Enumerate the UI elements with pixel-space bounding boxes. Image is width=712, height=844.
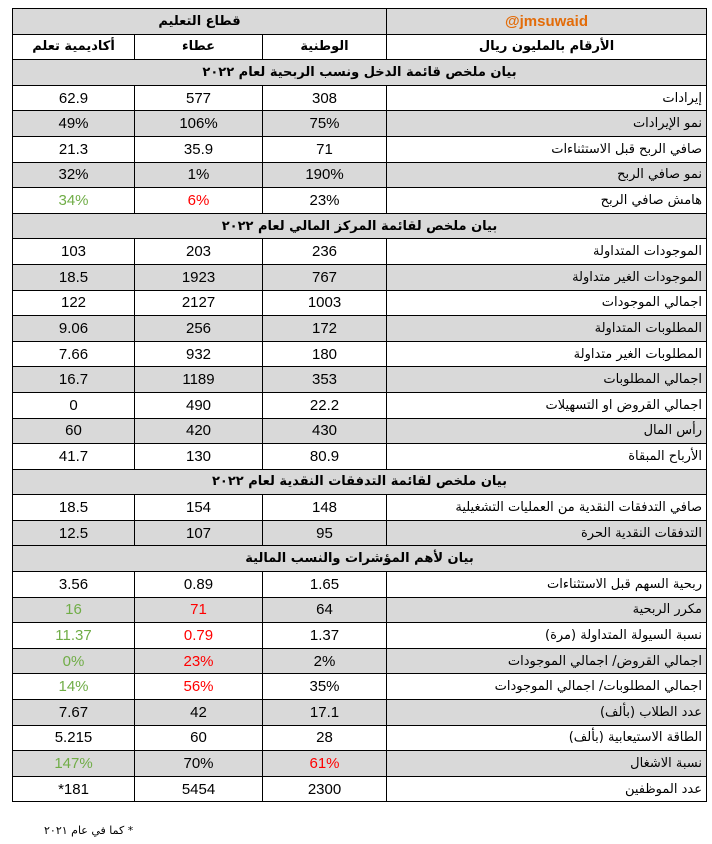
value-cell: 14% (13, 674, 135, 700)
row-label: المطلوبات المتداولة (387, 316, 707, 342)
row-label: رأس المال (387, 418, 707, 444)
sector-title: قطاع التعليم (13, 9, 387, 35)
value-cell: 64 (263, 597, 387, 623)
value-cell: 18.5 (13, 264, 135, 290)
table-row (13, 495, 707, 521)
row-label: مكرر الربحية (387, 597, 707, 623)
row-label: ربحية السهم قبل الاستثناءات (387, 572, 707, 598)
table-row (13, 776, 707, 802)
value-cell: 130 (135, 444, 263, 470)
row-label: المطلوبات الغير متداولة (387, 341, 707, 367)
table-row (13, 367, 707, 393)
value-cell: 172 (263, 316, 387, 342)
row-label: هامش صافي الربح (387, 188, 707, 214)
value-cell: 6% (135, 188, 263, 214)
value-cell: 106% (135, 111, 263, 137)
value-cell: 420 (135, 418, 263, 444)
table-row (13, 85, 707, 111)
table-row (13, 111, 707, 137)
value-cell: 0 (13, 392, 135, 418)
value-cell: 0% (13, 648, 135, 674)
value-cell: 71 (135, 597, 263, 623)
value-cell: 1.37 (263, 623, 387, 649)
value-cell: 122 (13, 290, 135, 316)
value-cell: 7.66 (13, 341, 135, 367)
value-cell: 107 (135, 520, 263, 546)
value-cell: 34% (13, 188, 135, 214)
value-cell: 75% (263, 111, 387, 137)
section-title: بيان ملخص لقائمة المركز المالي لعام ٢٠٢٢ (13, 213, 707, 239)
value-cell: 236 (263, 239, 387, 265)
value-cell: 430 (263, 418, 387, 444)
col-header-academia: أكاديمية تعلم (13, 34, 135, 60)
table-row (13, 648, 707, 674)
table-row (13, 136, 707, 162)
value-cell: 577 (135, 85, 263, 111)
value-cell: 490 (135, 392, 263, 418)
row-label: الأرباح المبقاة (387, 444, 707, 470)
value-cell: 256 (135, 316, 263, 342)
value-cell: 190% (263, 162, 387, 188)
value-cell: 56% (135, 674, 263, 700)
footnote: * كما في عام ٢٠٢١ (44, 824, 134, 837)
value-cell: 767 (263, 264, 387, 290)
value-cell: 0.89 (135, 572, 263, 598)
table-row (13, 418, 707, 444)
table-row (13, 392, 707, 418)
value-cell: 32% (13, 162, 135, 188)
value-cell: 353 (263, 367, 387, 393)
value-cell: 21.3 (13, 136, 135, 162)
table-row (13, 239, 707, 265)
section-title: بيان ملخص لقائمة التدفقات النقدية لعام ٢٠٢٢ (13, 469, 707, 495)
value-cell: 23% (263, 188, 387, 214)
row-label: صافي الربح قبل الاستثناءات (387, 136, 707, 162)
value-cell: 61% (263, 751, 387, 777)
row-label: الطاقة الاستيعابية (بألف) (387, 725, 707, 751)
row-label: نسبة الاشغال (387, 751, 707, 777)
row-label: نسبة السيولة المتداولة (مرة) (387, 623, 707, 649)
table-row (13, 316, 707, 342)
row-label: الموجودات المتداولة (387, 239, 707, 265)
value-cell: 147% (13, 751, 135, 777)
financial-comparison-table (12, 8, 707, 802)
value-cell: 1189 (135, 367, 263, 393)
value-cell: 1003 (263, 290, 387, 316)
value-cell: 148 (263, 495, 387, 521)
value-cell: 62.9 (13, 85, 135, 111)
table-row (13, 162, 707, 188)
value-cell: 35% (263, 674, 387, 700)
value-cell: 16.7 (13, 367, 135, 393)
row-label: إيرادات (387, 85, 707, 111)
value-cell: 2% (263, 648, 387, 674)
table-row (13, 572, 707, 598)
value-cell: 95 (263, 520, 387, 546)
value-cell: 80.9 (263, 444, 387, 470)
value-cell: 9.06 (13, 316, 135, 342)
value-cell: 18.5 (13, 495, 135, 521)
value-cell: 5454 (135, 776, 263, 802)
value-cell: 203 (135, 239, 263, 265)
value-cell: 49% (13, 111, 135, 137)
value-cell: 28 (263, 725, 387, 751)
value-cell: 60 (13, 418, 135, 444)
value-cell: 22.2 (263, 392, 387, 418)
value-cell: 41.7 (13, 444, 135, 470)
value-cell: 42 (135, 700, 263, 726)
value-cell: 3.56 (13, 572, 135, 598)
value-cell: 12.5 (13, 520, 135, 546)
table-row (13, 700, 707, 726)
table-row (13, 674, 707, 700)
value-cell: 154 (135, 495, 263, 521)
row-label: اجمالي القروض او التسهيلات (387, 392, 707, 418)
value-cell: 1.65 (263, 572, 387, 598)
value-cell: 103 (13, 239, 135, 265)
section-title: بيان لأهم المؤشرات والنسب المالية (13, 546, 707, 572)
value-cell: *181 (13, 776, 135, 802)
row-label: الموجودات الغير متداولة (387, 264, 707, 290)
value-cell: 11.37 (13, 623, 135, 649)
value-cell: 70% (135, 751, 263, 777)
value-cell: 1% (135, 162, 263, 188)
value-cell: 71 (263, 136, 387, 162)
row-label: اجمالي الموجودات (387, 290, 707, 316)
value-cell: 2300 (263, 776, 387, 802)
value-cell: 7.67 (13, 700, 135, 726)
section-title: بيان ملخص قائمة الدخل ونسب الربحية لعام ٢٠٢٢ (13, 60, 707, 86)
table-row (13, 597, 707, 623)
table-row (13, 520, 707, 546)
value-cell: 1923 (135, 264, 263, 290)
value-cell: 5.215 (13, 725, 135, 751)
row-label: اجمالي المطلوبات/ اجمالي الموجودات (387, 674, 707, 700)
table-row (13, 751, 707, 777)
row-label: عدد الطلاب (بألف) (387, 700, 707, 726)
col-header-alwataniya: الوطنية (263, 34, 387, 60)
value-cell: 0.79 (135, 623, 263, 649)
units-label: الأرقام بالمليون ريال (387, 34, 707, 60)
row-label: نمو صافي الربح (387, 162, 707, 188)
value-cell: 17.1 (263, 700, 387, 726)
table-row (13, 725, 707, 751)
row-label: اجمالي القروض/ اجمالي الموجودات (387, 648, 707, 674)
table-row (13, 188, 707, 214)
value-cell: 2127 (135, 290, 263, 316)
value-cell: 180 (263, 341, 387, 367)
brand-handle: @jmsuwaid (387, 9, 707, 35)
table-row (13, 341, 707, 367)
value-cell: 16 (13, 597, 135, 623)
table-row (13, 444, 707, 470)
row-label: عدد الموظفين (387, 776, 707, 802)
value-cell: 932 (135, 341, 263, 367)
value-cell: 60 (135, 725, 263, 751)
table-row (13, 290, 707, 316)
row-label: نمو الإيرادات (387, 111, 707, 137)
row-label: اجمالي المطلوبات (387, 367, 707, 393)
value-cell: 308 (263, 85, 387, 111)
value-cell: 35.9 (135, 136, 263, 162)
table-row (13, 623, 707, 649)
col-header-ataa: عطاء (135, 34, 263, 60)
row-label: التدفقات النقدية الحرة (387, 520, 707, 546)
value-cell: 23% (135, 648, 263, 674)
row-label: صافي التدفقات النقدية من العمليات التشغيلية (387, 495, 707, 521)
table-row (13, 264, 707, 290)
